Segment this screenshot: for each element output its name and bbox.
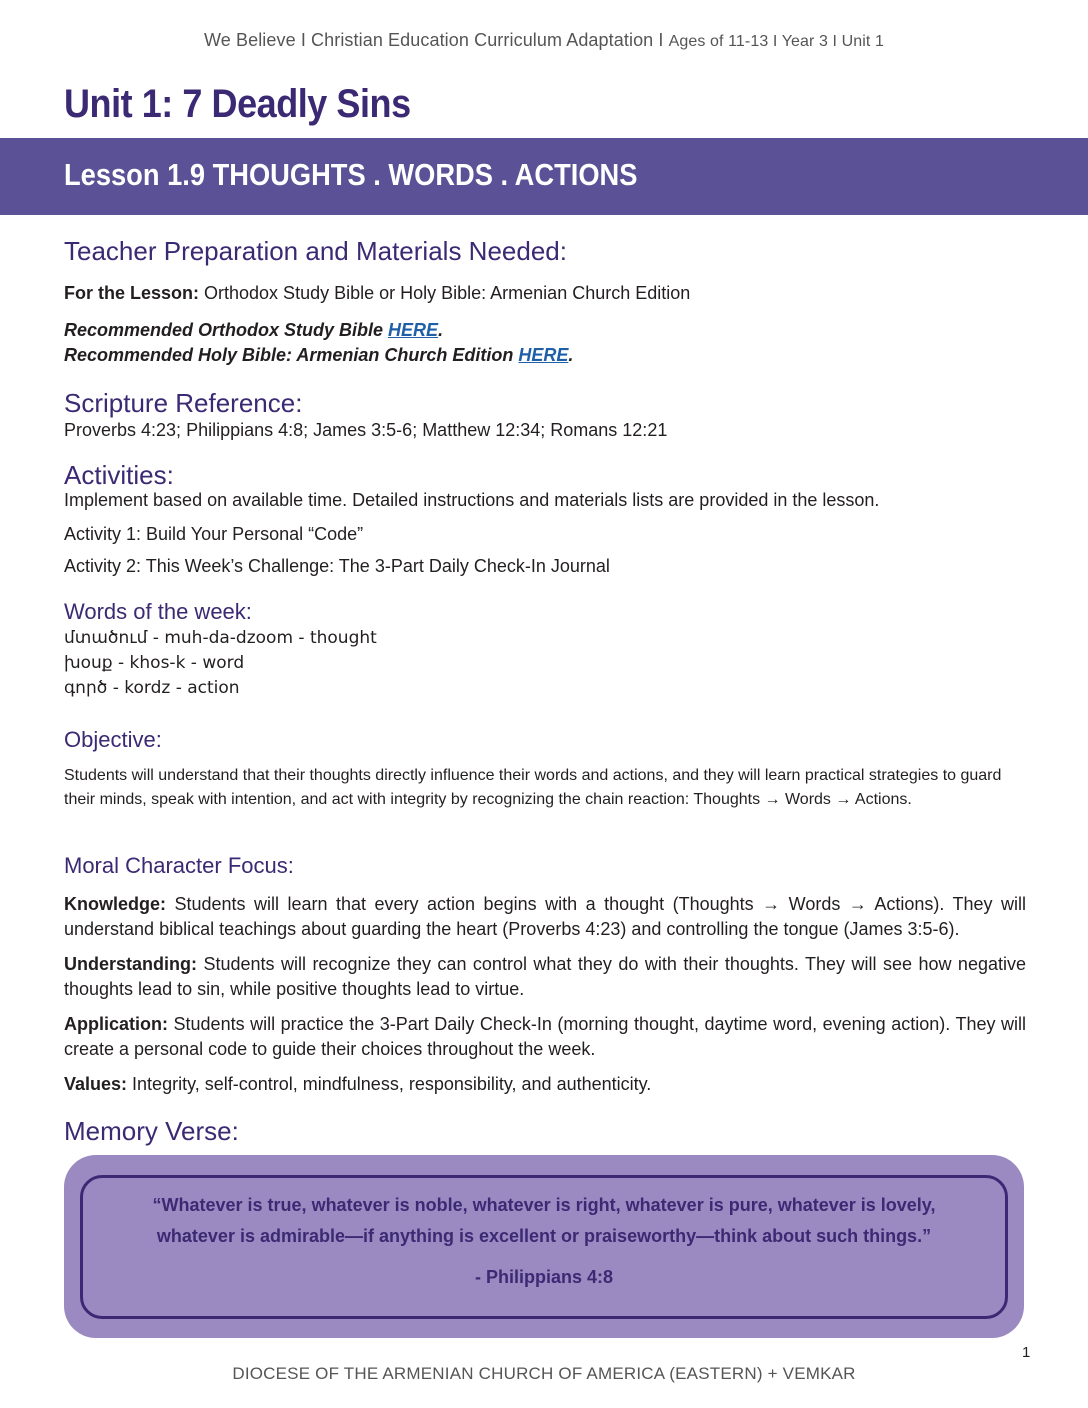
page-number: 1 xyxy=(1022,1344,1031,1361)
understanding-text: Students will recognize they can control what they do with their thoughts. They will see how negative thoughts lead to sin, while positive thoughts lead to virtue. xyxy=(64,954,1026,999)
activity-item: Activity 1: Build Your Personal “Code” xyxy=(64,524,364,544)
for-lesson-line xyxy=(64,281,1026,306)
word-item: խօսք - khos-k - word xyxy=(64,653,245,673)
memory-verse-line: whatever is admirable—if anything is excellent or praiseworthy—think about such things.” xyxy=(156,1226,932,1246)
moral-focus-heading: Moral Character Focus: xyxy=(64,853,294,878)
moral-focus-knowledge xyxy=(64,892,1026,942)
for-lesson-text: Orthodox Study Bible or Holy Bible: Armenian Church Edition xyxy=(199,283,691,303)
values-label: Values: xyxy=(64,1074,128,1094)
recommended-osb-line xyxy=(64,318,1026,343)
memory-verse-frame xyxy=(80,1175,1008,1319)
running-header-details: Ages of 11-13 I Year 3 I Unit 1 xyxy=(668,33,884,50)
memory-verse-heading: Memory Verse: xyxy=(64,1116,239,1146)
osb-here-link[interactable]: HERE xyxy=(388,320,439,340)
knowledge-text: Students will learn that every action begins with a thought (Thoughts → Words → Actions). They will understand biblical teachings about guarding the heart (Proverbs 4:23) and controlling the tongue (James 3:5-6). xyxy=(64,894,1026,939)
application-label: Application: xyxy=(64,1014,168,1034)
objective-heading: Objective: xyxy=(64,727,162,752)
values-text: Integrity, self-control, mindfulness, responsibility, and authenticity. xyxy=(127,1074,652,1094)
teacher-prep-heading: Teacher Preparation and Materials Needed: xyxy=(64,236,567,266)
memory-verse-text xyxy=(83,1190,1005,1252)
objective-text: Students will understand that their thoughts directly influence their words and actions, and they will learn practical strategies to guard their minds, speak with intention, and act with integrity by recognizing the chain reaction: Thoughts → Words → Actions. xyxy=(64,767,1002,808)
footer: DIOCESE OF THE ARMENIAN CHURCH OF AMERICA (EASTERN) + VEMKAR xyxy=(232,1364,856,1383)
recommended-armenian-end: . xyxy=(568,345,574,365)
running-header-main: We Believe I Christian Education Curriculum Adaptation I xyxy=(204,30,664,50)
recommended-osb-text: Recommended Orthodox Study Bible xyxy=(64,320,389,340)
words-of-week-heading: Words of the week: xyxy=(64,599,252,624)
moral-focus-understanding xyxy=(64,952,1026,1002)
activity-item: Activity 2: This Week’s Challenge: The 3-Part Daily Check-In Journal xyxy=(64,556,610,576)
moral-focus-application xyxy=(64,1012,1026,1062)
memory-verse-reference: - Philippians 4:8 xyxy=(474,1267,614,1287)
activities-heading: Activities: xyxy=(64,460,174,490)
scripture-heading: Scripture Reference: xyxy=(64,388,303,418)
recommended-armenian-text: Recommended Holy Bible: Armenian Church Edition xyxy=(64,345,519,365)
memory-verse-box xyxy=(64,1155,1024,1338)
armenian-here-link[interactable]: HERE xyxy=(518,345,569,365)
scripture-text: Proverbs 4:23; Philippians 4:8; James 3:5-6; Matthew 12:34; Romans 12:21 xyxy=(64,420,668,440)
lesson-title: Lesson 1.9 THOUGHTS . WORDS . ACTIONS xyxy=(64,157,638,192)
word-item: գործ - kordz - action xyxy=(64,678,240,698)
knowledge-label: Knowledge: xyxy=(64,894,166,914)
for-lesson-label: For the Lesson: xyxy=(64,283,200,303)
understanding-label: Understanding: xyxy=(64,954,197,974)
activities-intro: Implement based on available time. Detailed instructions and materials lists are provided in the lesson. xyxy=(64,490,880,510)
word-item: մտածում - muh-da-dzoom - thought xyxy=(64,628,377,648)
recommended-osb-end: . xyxy=(438,320,444,340)
unit-title: Unit 1: 7 Deadly Sins xyxy=(64,82,411,126)
lesson-banner xyxy=(0,138,1088,215)
application-text: Students will practice the 3-Part Daily Check-In (morning thought, daytime word, evening action). They will create a personal code to guide their choices throughout the week. xyxy=(64,1014,1026,1059)
memory-verse-line: “Whatever is true, whatever is noble, whatever is right, whatever is pure, whatever is lovely, xyxy=(152,1195,936,1215)
recommended-armenian-line xyxy=(64,343,1026,368)
moral-focus-values xyxy=(64,1072,1026,1097)
running-header xyxy=(0,30,1088,51)
